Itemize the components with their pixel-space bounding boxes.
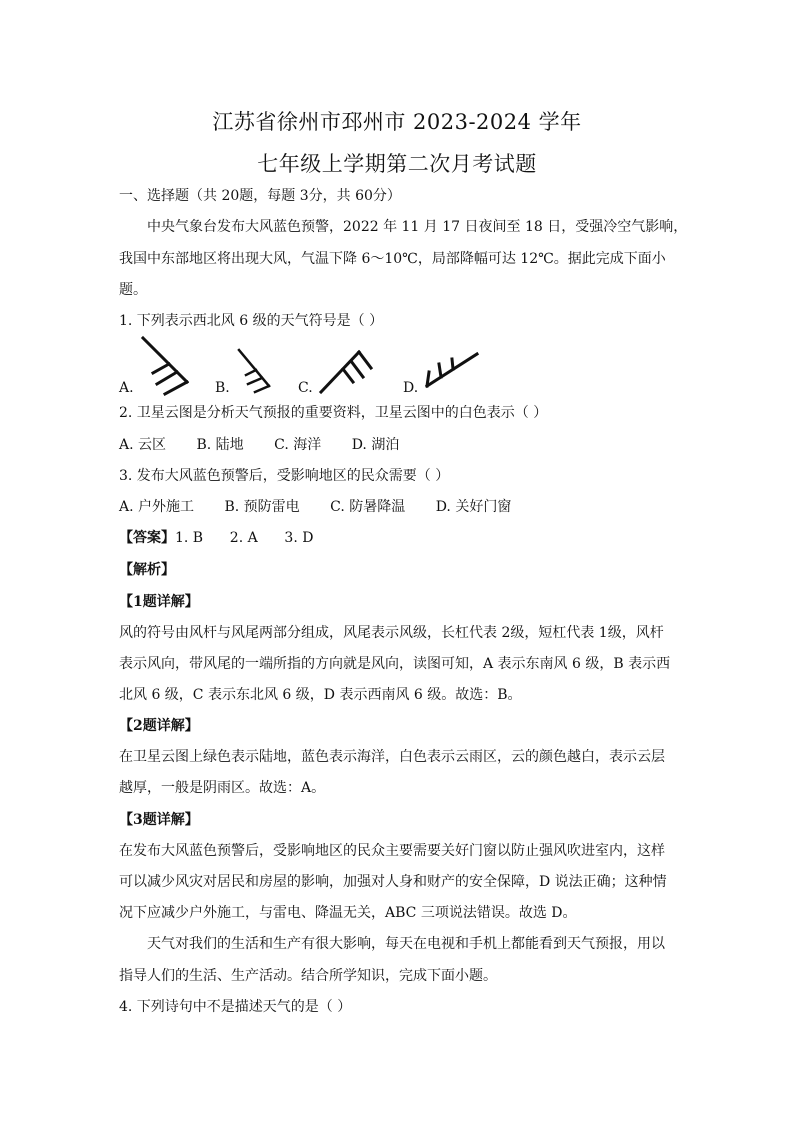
answer-text: 1. B 2. A 3. D <box>175 530 314 546</box>
detail-2-heading: 【2题详解】 <box>119 718 199 734</box>
intro-paragraph-2: 天气对我们的生活和生产有很大影响，每天在电视和手机上都能看到天气预报，用以 <box>147 936 665 952</box>
question-2-options <box>119 435 425 455</box>
intro-paragraph-1: 中央气象台发布大风蓝色预警，2022 年 11 月 17 日夜间至 18 日，受强冷空气影响， <box>147 219 688 235</box>
question-3-stem: 3. 发布大风蓝色预警后，受影响地区的民众需要（ ） <box>119 468 450 484</box>
page-title: 江苏省徐州市邳州市 2023-2024 学年 <box>212 110 582 134</box>
wind-symbol-d-icon <box>419 332 485 398</box>
option-b-label: B. <box>215 380 230 396</box>
detail-1-heading: 【1题详解】 <box>119 594 199 610</box>
question-4-stem: 4. 下列诗句中不是描述天气的是（ ） <box>119 999 352 1015</box>
detail-3-text: 在发布大风蓝色预警后，受影响地区的民众主要需要关好门窗以防止强风吹进室内，这样 <box>119 843 665 859</box>
option-a[interactable]: A. 户外施工 <box>119 499 195 515</box>
answer-label: 【答案】 <box>119 530 175 546</box>
option-c[interactable]: C. 海洋 <box>274 437 322 453</box>
option-b[interactable]: B. 陆地 <box>196 437 244 453</box>
detail-3-heading: 【3题详解】 <box>119 812 199 828</box>
wind-symbol-a-icon <box>135 332 195 398</box>
answer-line <box>119 528 313 548</box>
question-1-stem: 1. 下列表示西北风 6 级的天气符号是（ ） <box>119 313 384 329</box>
option-c[interactable]: C. 防暑降温 <box>330 499 406 515</box>
analysis-heading: 【解析】 <box>119 562 175 578</box>
detail-1-text: 表示风向，带风尾的一端所指的方向就是风向，读图可知，A 表示东南风 6 级，B 表示西 <box>119 656 671 672</box>
option-d[interactable]: D. 湖泊 <box>351 437 400 453</box>
option-c-label: C. <box>298 380 313 396</box>
option-a[interactable]: A. 云区 <box>119 437 167 453</box>
detail-3-text: 况下应减少户外施工，与雷电、降温无关，ABC 三项说法错误。故选 D。 <box>119 905 577 921</box>
option-b[interactable]: B. 预防雷电 <box>224 499 300 515</box>
wind-symbol-options <box>119 332 519 402</box>
intro-paragraph-2: 指导人们的生活、生产活动。结合所学知识，完成下面小题。 <box>119 968 497 984</box>
detail-1-text: 北风 6 级，C 表示东北风 6 级，D 表示西南风 6 级。故选：B。 <box>119 687 522 703</box>
intro-paragraph-1: 我国中东部地区将出现大风，气温下降 6～10℃，局部降幅可达 12℃。据此完成下面小 <box>119 251 666 267</box>
wind-symbol-b-icon <box>231 332 281 398</box>
intro-paragraph-1: 题。 <box>119 282 147 298</box>
detail-2-text: 在卫星云图上绿色表示陆地，蓝色表示海洋，白色表示云雨区，云的颜色越白，表示云层 <box>119 749 665 765</box>
question-2-stem: 2. 卫星云图是分析天气预报的重要资料，卫星云图中的白色表示（ ） <box>119 405 548 421</box>
option-d[interactable]: D. 关好门窗 <box>435 499 512 515</box>
wind-symbol-c-icon <box>313 332 379 398</box>
detail-1-text: 风的符号由风杆与风尾两部分组成，风尾表示风级，长杠代表 2级，短杠代表 1级，风杆 <box>119 625 664 641</box>
page-subtitle: 七年级上学期第二次月考试题 <box>257 152 537 176</box>
section-heading: 一、选择题（共 20题，每题 3分，共 60分） <box>119 188 401 204</box>
option-a-label: A. <box>119 380 134 396</box>
question-3-options <box>119 497 537 517</box>
option-d-label: D. <box>403 380 419 396</box>
detail-2-text: 越厚，一般是阴雨区。故选：A。 <box>119 780 326 796</box>
detail-3-text: 可以减少风灾对居民和房屋的影响，加强对人身和财产的安全保障，D 说法正确；这种情 <box>119 874 667 890</box>
